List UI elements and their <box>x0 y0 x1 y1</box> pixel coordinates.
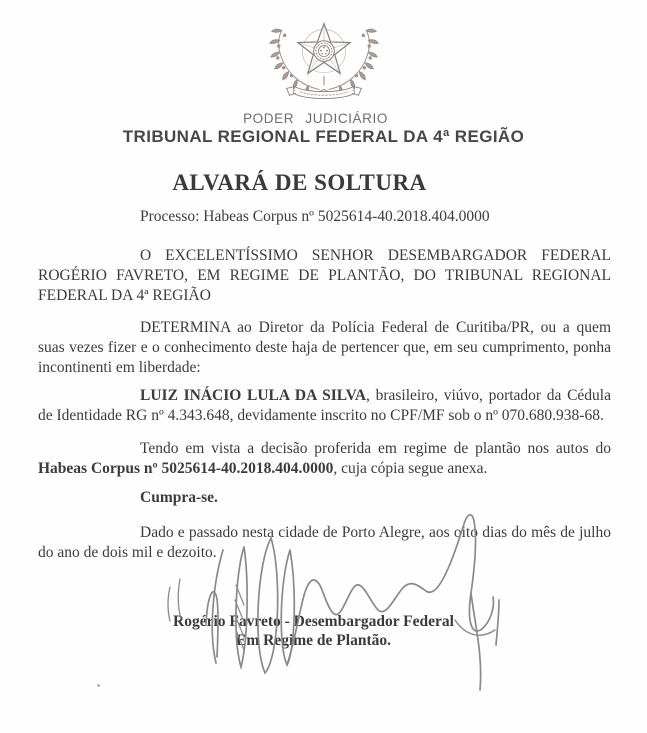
text-line: de Identidade RG nº 4.343.648, devidamente inscrito no CPF/MF sob o nº 070.680.938-68. <box>38 407 604 424</box>
para-determina <box>38 318 611 378</box>
para-dado <box>38 523 611 563</box>
para-tendo <box>38 439 611 479</box>
page-title: ALVARÁ DE SOLTURA <box>172 170 427 195</box>
text-line: LUIZ INÁCIO LULA DA SILVA, brasileiro, viúvo, portador da Cédula <box>140 387 611 404</box>
signature-block <box>27 612 600 650</box>
process-number-line: Processo: Habeas Corpus nº 5025614-40.2018.404.0000 <box>140 208 490 225</box>
text-line: ROGÉRIO FAVRETO, EM REGIME DE PLANTÃO, DO TRIBUNAL REGIONAL <box>38 267 611 284</box>
header-poder-judiciario: PODER JUDICIÁRIO <box>243 111 388 126</box>
text-line: suas vezes fizer e o conhecimento deste haja de pertencer que, em seu cumprimento, ponha <box>38 339 611 356</box>
text-line: DETERMINA ao Diretor da Polícia Federal de Curitiba/PR, ou a quem <box>140 319 611 336</box>
document-text-column <box>38 207 611 650</box>
para-beneficiario <box>38 386 611 426</box>
text-line: O EXCELENTÍSSIMO SENHOR DESEMBARGADOR FEDERAL <box>140 247 611 264</box>
header-tribunal: TRIBUNAL REGIONAL FEDERAL DA 4ª REGIÃO <box>122 127 525 146</box>
signer-role-line: Em Regime de Plantão. <box>236 632 391 649</box>
text-line: Habeas Corpus nº 5025614-40.2018.404.0000, cuja cópia segue anexa. <box>38 460 488 477</box>
paper-speck <box>97 684 100 687</box>
document-body <box>38 246 611 563</box>
signer-name-line: Rogério Favreto - Desembargador Federal <box>173 613 454 630</box>
para-cumprase <box>38 488 611 508</box>
text-line: Dado e passado nesta cidade de Porto Alegre, aos oito dias do mês de julho <box>140 524 611 541</box>
text-line: do ano de dois mil e dezoito. <box>38 544 217 561</box>
text-line: Tendo em vista a decisão proferida em regime de plantão nos autos do <box>140 440 611 457</box>
text-line: FEDERAL DA 4ª REGIÃO <box>38 287 211 304</box>
para-autoridade <box>38 246 611 306</box>
brazil-national-emblem-icon <box>265 8 383 104</box>
text-line: Cumpra-se. <box>140 489 218 506</box>
text-line: incontinenti em liberdade: <box>38 359 201 376</box>
